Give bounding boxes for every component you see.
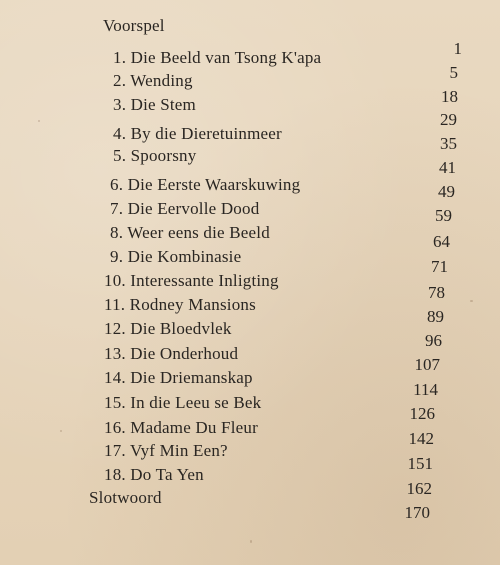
- toc-chapter: 16. Madame Du Fleur: [104, 418, 258, 437]
- toc-chapter-page: 142: [408, 429, 434, 448]
- toc-closing: Slotwoord: [89, 488, 162, 507]
- toc-chapter-page: 59: [435, 206, 452, 225]
- toc-chapter: 1. Die Beeld van Tsong K'apa: [113, 48, 322, 67]
- toc-heading: Voorspel: [103, 16, 165, 35]
- toc-chapter-page: 89: [427, 307, 444, 326]
- toc-chapter-page: 162: [406, 479, 432, 498]
- toc-chapter: 2. Wending: [113, 71, 193, 90]
- toc-chapter-page: 107: [414, 355, 440, 374]
- toc-chapter: 3. Die Stem: [113, 95, 196, 114]
- toc-chapter: 10. Interessante Inligting: [104, 271, 279, 290]
- toc-chapter-page: 114: [413, 380, 438, 399]
- toc-chapter: 13. Die Onderhoud: [104, 344, 239, 363]
- toc-chapter-page: 35: [440, 134, 457, 153]
- paper-speck: [38, 120, 40, 122]
- toc-chapter: 12. Die Bloedvlek: [104, 319, 232, 338]
- toc-chapter: 9. Die Kombinasie: [110, 247, 242, 266]
- toc-chapter-page: 18: [441, 87, 458, 106]
- toc-chapter-page: 71: [431, 257, 448, 276]
- toc-chapter-page: 78: [428, 283, 445, 302]
- toc-chapter: 5. Spoorsny: [113, 146, 197, 165]
- toc-chapter-page: 29: [440, 110, 457, 129]
- toc-chapter: 6. Die Eerste Waarskuwing: [110, 175, 301, 194]
- toc-chapter-page: 41: [439, 158, 456, 177]
- toc-chapter-page: 96: [425, 331, 442, 350]
- toc-chapter: 7. Die Eervolle Dood: [110, 199, 260, 218]
- toc-chapter: 14. Die Driemanskap: [104, 368, 253, 387]
- paper-speck: [60, 430, 62, 432]
- toc-chapter-page: 5: [449, 63, 458, 82]
- toc-chapter: 8. Weer eens die Beeld: [110, 223, 270, 242]
- paper-speck: [470, 300, 473, 302]
- paper-speck: [250, 540, 252, 543]
- toc-chapter-page: 151: [407, 454, 433, 473]
- toc-chapter: 11. Rodney Mansions: [104, 295, 256, 314]
- toc-chapter: 15. In die Leeu se Bek: [104, 393, 262, 412]
- toc-chapter: 4. By die Dieretuinmeer: [113, 124, 282, 143]
- toc-chapter-page: 49: [438, 182, 455, 201]
- toc-chapter-page: 126: [409, 404, 435, 423]
- toc-chapter: 17. Vyf Min Een?: [104, 441, 228, 460]
- toc-closing-page: 170: [404, 503, 430, 522]
- toc-chapter-page: 64: [433, 232, 450, 251]
- toc-heading-page: 1: [453, 39, 462, 58]
- toc-chapter: 18. Do Ta Yen: [104, 465, 204, 484]
